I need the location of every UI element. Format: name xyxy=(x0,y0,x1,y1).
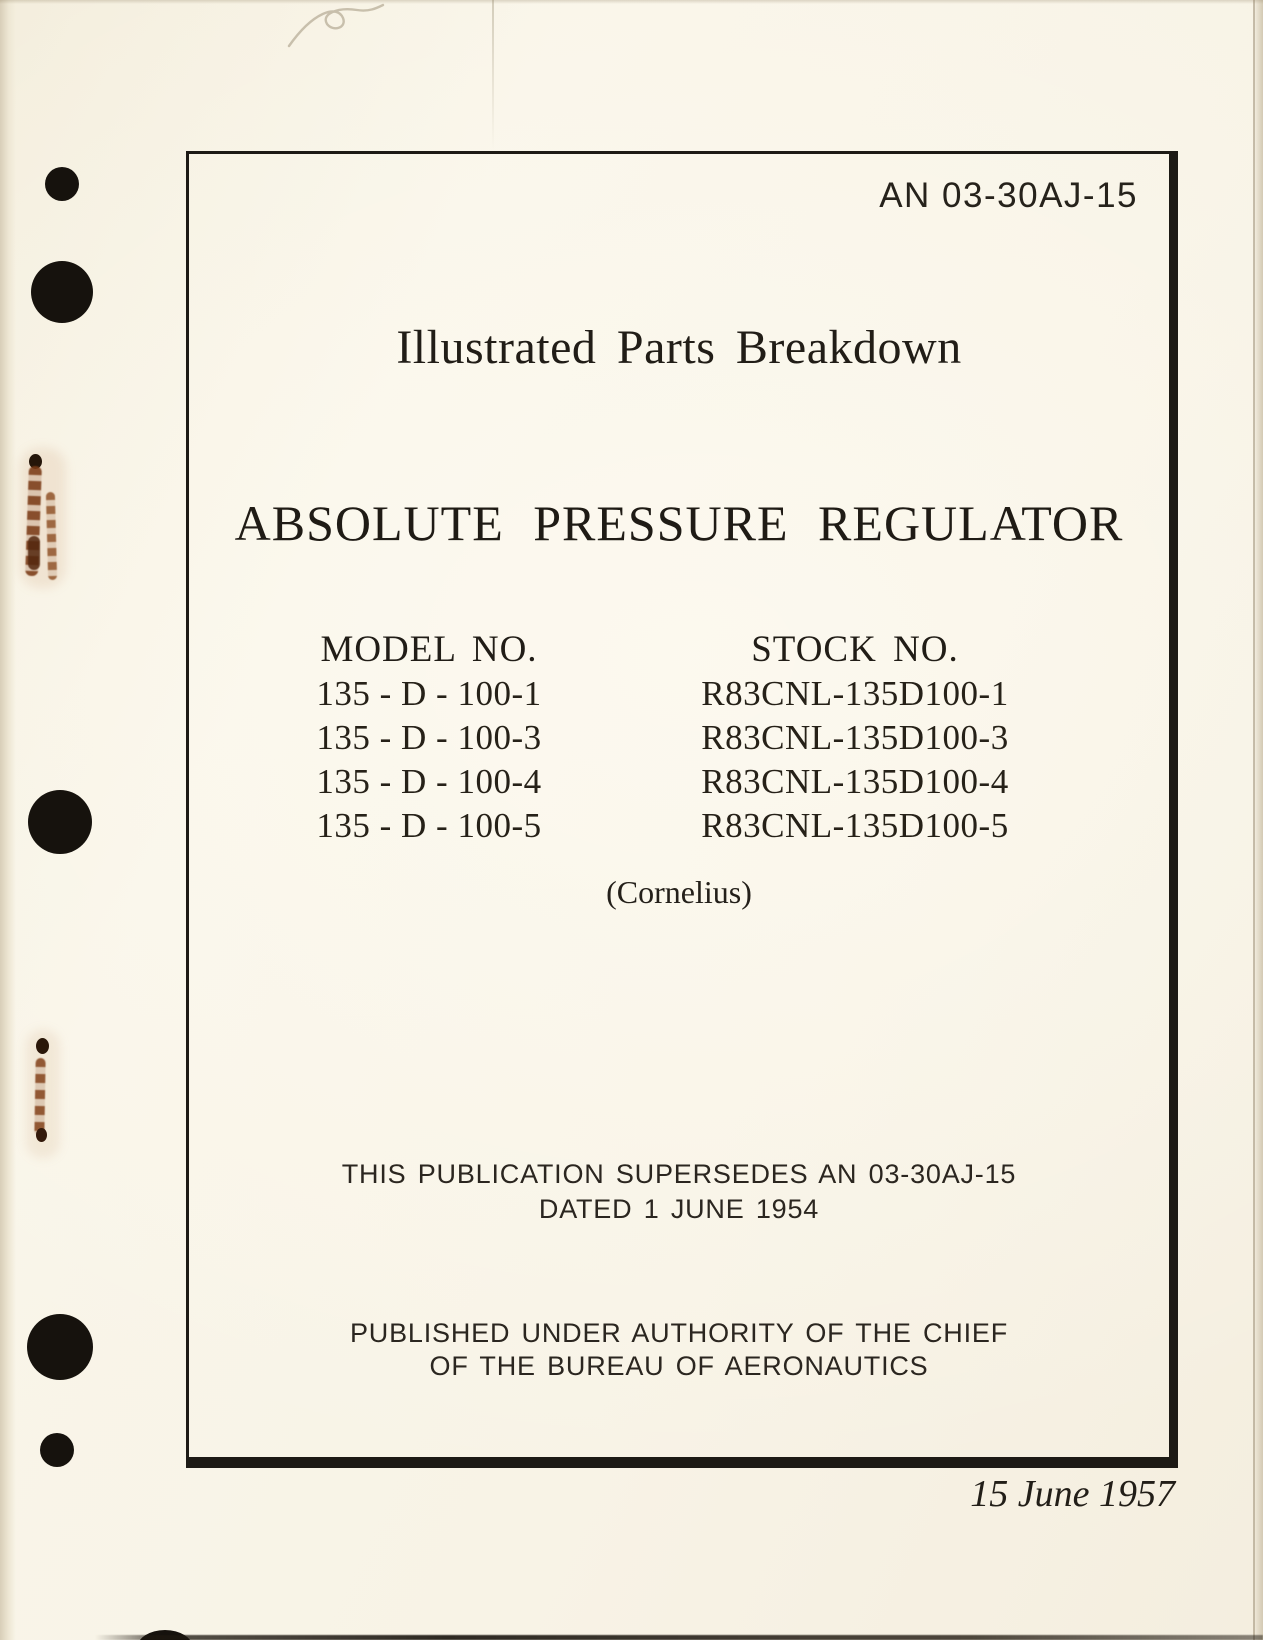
stock-column-header: STOCK NO. xyxy=(751,629,959,670)
model-number: 135 - D - 100-1 xyxy=(316,674,542,713)
supersedes-line2: DATED 1 JUNE 1954 xyxy=(538,1194,820,1224)
subtitle: Illustrated Parts Breakdown xyxy=(396,321,962,374)
document-number: AN 03-30AJ-15 xyxy=(879,176,1138,215)
stock-number: R83CNL-135D100-1 xyxy=(701,674,1009,713)
rust-stain-streak-lower xyxy=(34,1058,45,1136)
rust-stain-dot-lower xyxy=(36,1038,49,1054)
authority-line2: OF THE BUREAU OF AERONAUTICS xyxy=(429,1351,929,1381)
model-number-column xyxy=(229,628,629,848)
authority-line1: PUBLISHED UNDER AUTHORITY OF THE CHIEF xyxy=(350,1318,1008,1348)
model-number: 135 - D - 100-4 xyxy=(316,762,542,801)
stock-number-list xyxy=(655,672,1055,848)
page-title: ABSOLUTE PRESSURE REGULATOR xyxy=(234,495,1124,551)
page-right-edge-line xyxy=(1253,0,1255,1640)
page-top-edge-shading xyxy=(0,0,1263,4)
stock-number-column xyxy=(655,628,1055,848)
punch-hole-lower xyxy=(27,1314,93,1380)
supersedes-line1: THIS PUBLICATION SUPERSEDES AN 03-30AJ-15 xyxy=(341,1159,1017,1189)
punch-hole-small-bottom xyxy=(40,1433,74,1467)
stock-number: R83CNL-135D100-3 xyxy=(701,718,1009,757)
pencil-mark xyxy=(285,2,405,50)
border-frame xyxy=(186,151,1178,1468)
stock-number: R83CNL-135D100-5 xyxy=(701,806,1009,845)
crease-mark xyxy=(492,0,494,150)
authority-note xyxy=(189,1317,1169,1383)
punch-hole-upper xyxy=(31,261,93,323)
model-number: 135 - D - 100-5 xyxy=(316,806,542,845)
punch-hole-small-top xyxy=(45,167,79,201)
issue-date: 15 June 1957 xyxy=(970,1473,1175,1515)
punch-hole-middle xyxy=(28,790,92,854)
page-bottom-edge xyxy=(95,1635,1263,1640)
page-left-edge-shading xyxy=(0,0,16,1640)
rust-stain-end-lower xyxy=(36,1128,47,1142)
rust-stain-blob-upper xyxy=(28,536,40,570)
model-column-header: MODEL NO. xyxy=(320,629,538,670)
stock-number: R83CNL-135D100-4 xyxy=(701,762,1009,801)
model-number-list xyxy=(229,672,629,848)
manufacturer-name: (Cornelius) xyxy=(606,874,752,910)
supersedes-note xyxy=(189,1157,1169,1227)
model-number: 135 - D - 100-3 xyxy=(316,718,542,757)
